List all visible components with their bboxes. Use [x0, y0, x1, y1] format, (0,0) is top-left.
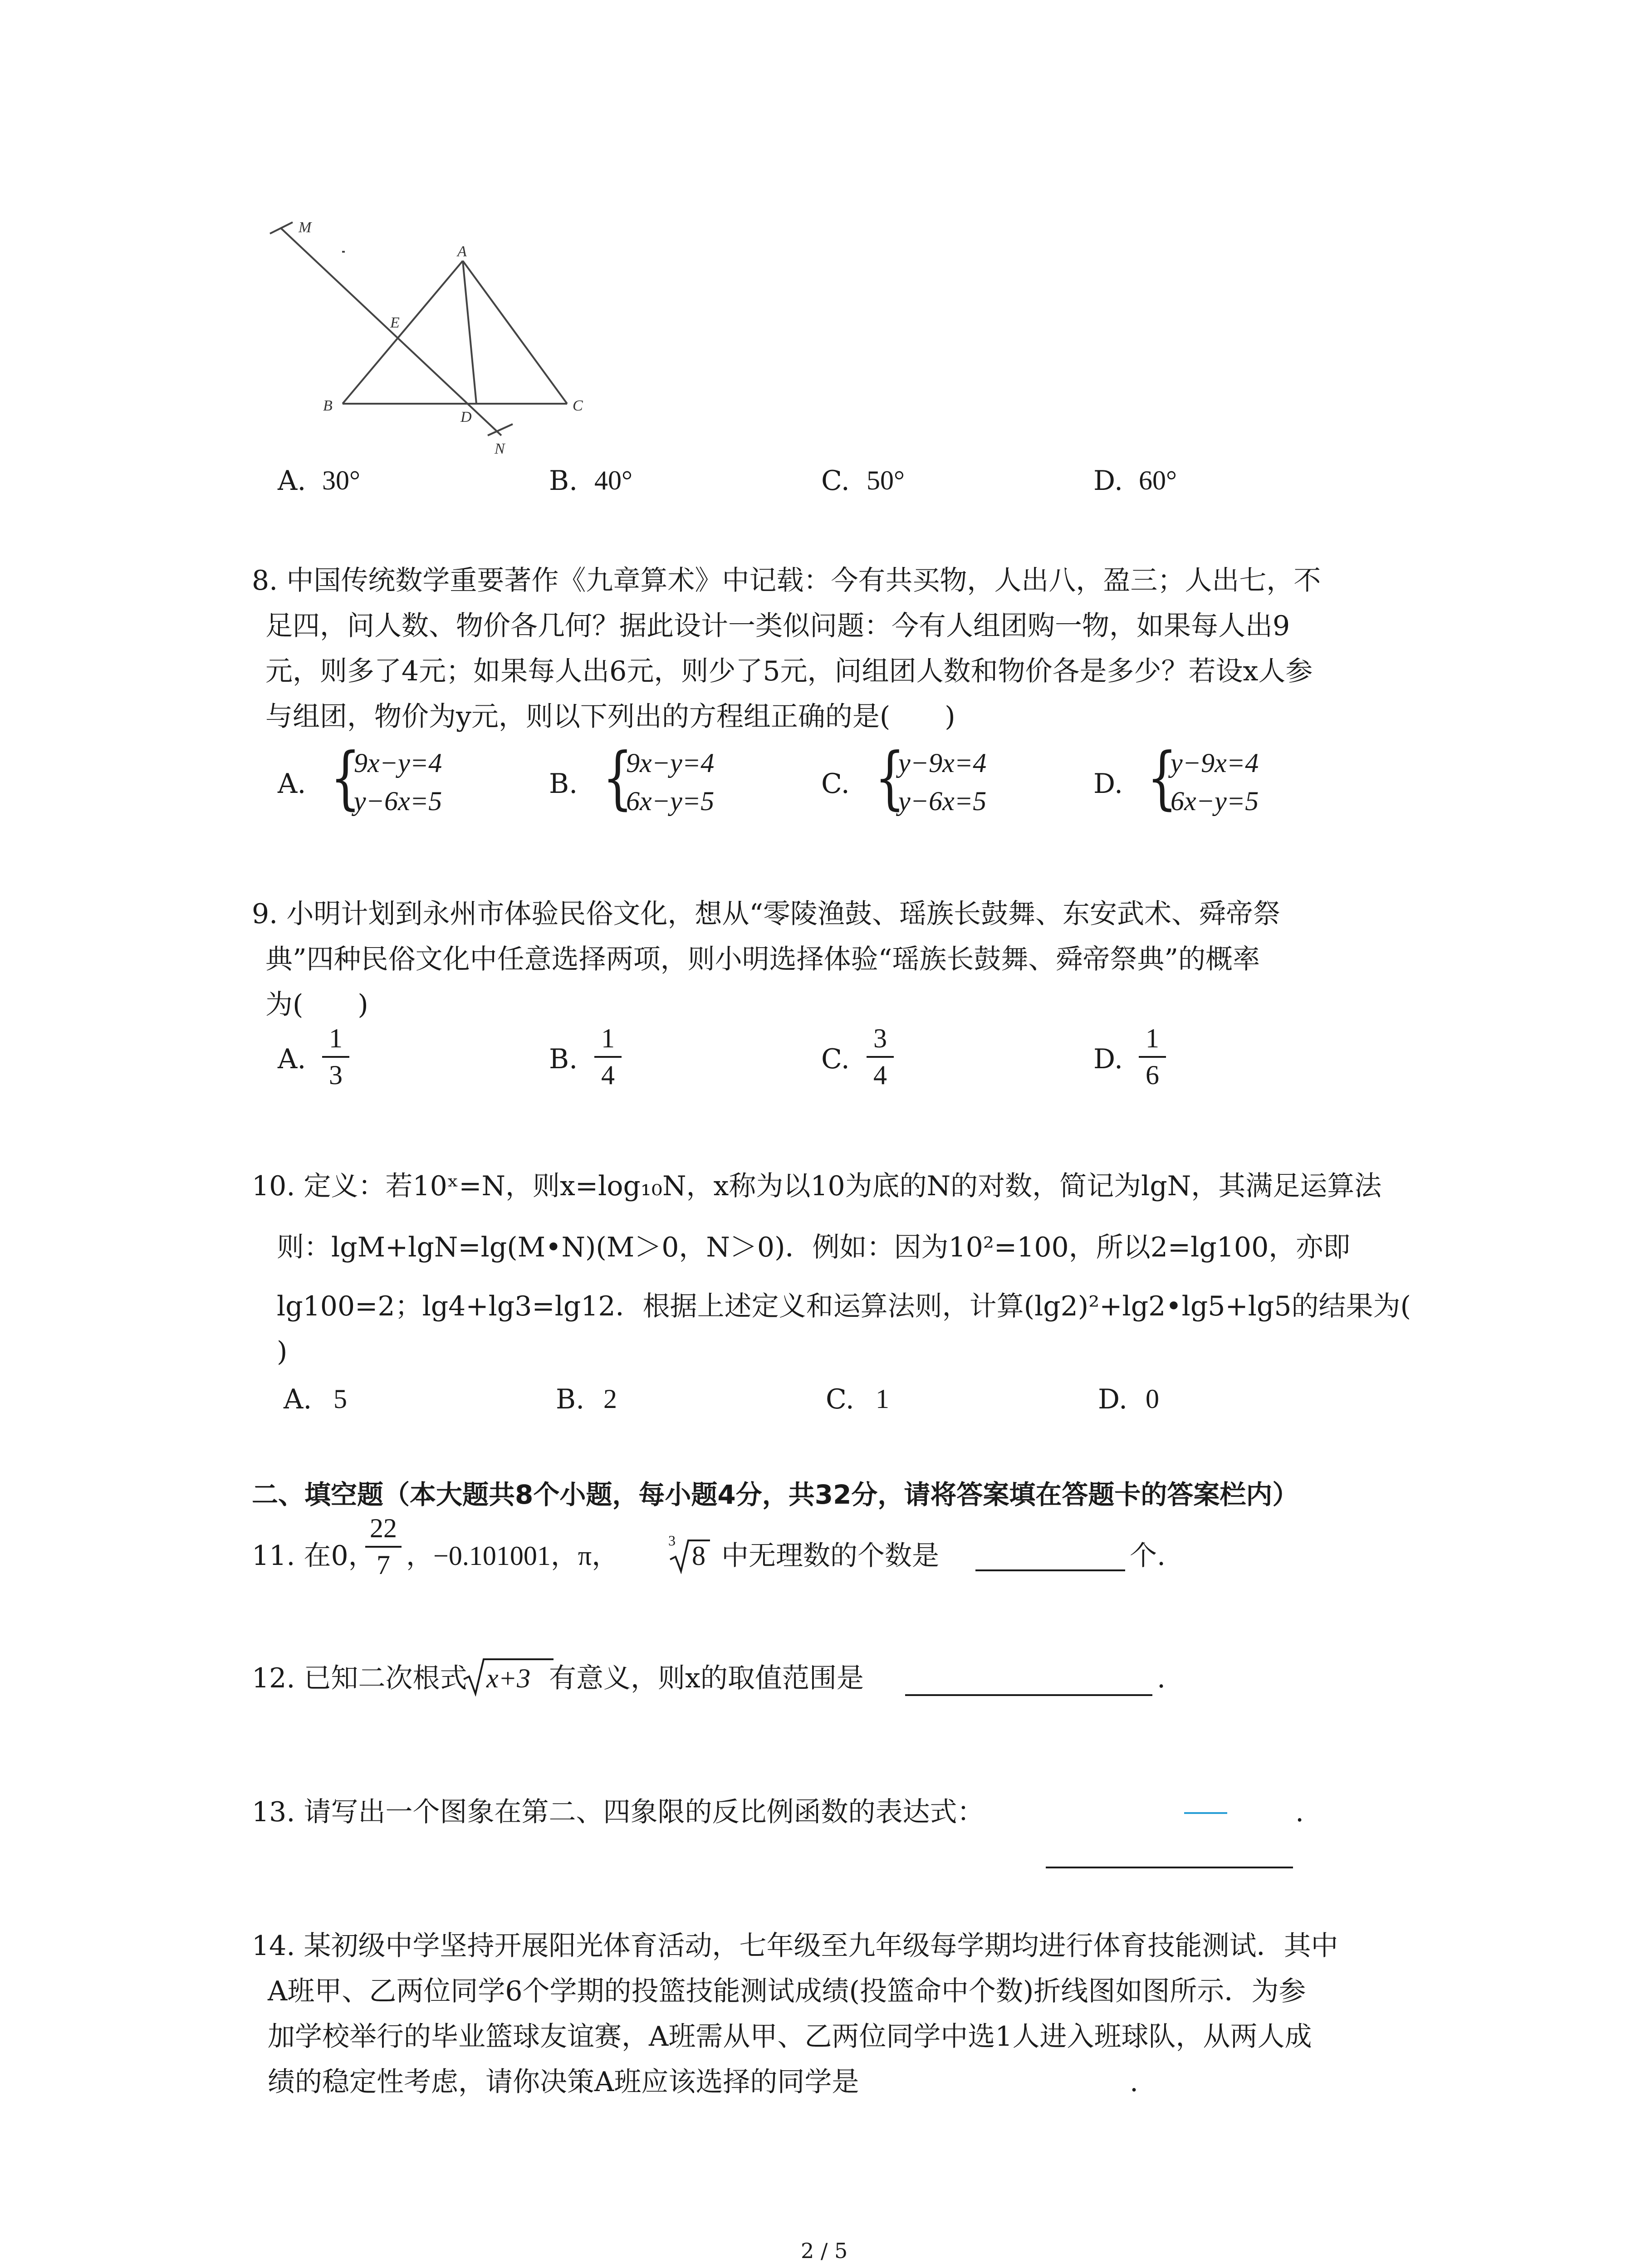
q8-option-a-letter: A.	[278, 768, 306, 800]
q11-fraction	[365, 1513, 402, 1581]
q9-line-2: 典”四种民俗文化中任意选择两项，则小明选择体验“瑶族长鼓舞、舜帝祭典”的概率	[265, 943, 1260, 975]
q8-option-a-eq2: y−6x=5	[354, 786, 442, 816]
q10-option-c-text: 1	[876, 1384, 889, 1414]
label-n: N	[495, 440, 505, 457]
q8-option-b-letter: B.	[549, 768, 578, 800]
q11-frac-num: 22	[370, 1513, 397, 1543]
q10-line-2: 则：lgM+lgN=lg(M•N)(M＞0，N＞0)．例如：因为10²=100，所以2=lg100，亦即	[277, 1232, 1351, 1263]
q10-option-b-text: 2	[603, 1384, 617, 1414]
fraction-bar	[365, 1546, 402, 1548]
q9-option-b-fraction	[594, 1023, 622, 1091]
q13-answer-blank[interactable]	[1046, 1867, 1293, 1868]
q7-option-b-letter: B.	[549, 465, 578, 497]
q12-radicand: x+3	[486, 1663, 531, 1693]
label-b: B	[323, 397, 333, 414]
q10-option-d-text: 0	[1146, 1384, 1159, 1414]
q14-line-1: 14. 某初级中学坚持开展阳光体育活动，七年级至九年级每学期均进行体育技能测试．其中	[252, 1930, 1338, 1962]
q8-option-c-eq2: y−6x=5	[898, 786, 987, 816]
q7-option-a-text: 30°	[322, 465, 360, 495]
q10-line-1: 10. 定义：若10ˣ=N，则x=log₁₀N，x称为以10为底的N的对数，简记为lgN，其满足运算法	[252, 1170, 1382, 1202]
q10-option-b-letter: B.	[556, 1383, 585, 1415]
q10-line-4: )	[277, 1336, 288, 1368]
q9-line-3: 为( )	[265, 989, 368, 1021]
q11-frac-den: 7	[377, 1550, 390, 1580]
q9-option-b-num: 1	[601, 1023, 615, 1053]
page-number: 2 / 5	[801, 2239, 848, 2263]
q14-tail: .	[1130, 2066, 1139, 2098]
q13-answer-marker	[1184, 1812, 1227, 1814]
q13-tail: .	[1295, 1796, 1304, 1828]
q8-option-c-eq1: y−9x=4	[898, 748, 987, 778]
q9-option-c-fraction	[867, 1023, 894, 1091]
q14-line-2: A班甲、乙两位同学6个学期的投篮技能测试成绩(投篮命中个数)折线图如图所示．为参	[268, 1975, 1306, 2007]
arc-mark-m	[270, 222, 293, 234]
q10-option-a-letter: A.	[284, 1383, 312, 1415]
q10-option-c-letter: C.	[826, 1383, 854, 1415]
q8-option-c-brace: {	[875, 738, 905, 817]
label-d: D	[460, 409, 472, 425]
q7-option-c-letter: C.	[821, 465, 850, 497]
fraction-bar	[322, 1056, 349, 1058]
q14-line-3: 加学校举行的毕业篮球友谊赛，A班需从甲、乙两位同学中选1人进入班球队，从两人成	[268, 2021, 1312, 2053]
fraction-bar	[594, 1056, 622, 1058]
q8-line-1: 8. 中国传统数学重要著作《九章算术》中记载：今有共买物，人出八，盈三；人出七，不	[252, 565, 1321, 596]
label-c: C	[573, 397, 583, 414]
q8-line-3: 元，则多了4元；如果每人出6元，则少了5元，问组团人数和物价各是多少？若设x人参	[265, 655, 1313, 687]
q7-option-d-text: 60°	[1139, 465, 1177, 495]
q9-option-a-letter: A.	[278, 1043, 306, 1075]
q14-line-4: 绩的稳定性考虑，请你决策A班应该选择的同学是	[268, 2066, 859, 2098]
q11-middle: ，−0.101001，π，	[406, 1541, 619, 1571]
q8-option-b-eq2: 6x−y=5	[626, 786, 715, 816]
fraction-bar	[867, 1056, 894, 1058]
q9-option-d-den: 6	[1146, 1060, 1159, 1090]
q8-option-a-system	[354, 744, 442, 820]
q9-line-1: 9. 小明计划到永州市体验民俗文化，想从“零陵渔鼓、瑶族长鼓舞、东安武术、舜帝祭	[252, 898, 1280, 930]
q9-option-c-den: 4	[873, 1060, 887, 1090]
q8-option-b-brace: {	[603, 738, 633, 817]
q10-option-d-letter: D.	[1098, 1383, 1128, 1415]
segment-ac	[463, 261, 567, 404]
q7-option-d-letter: D.	[1093, 465, 1123, 497]
q11-root-index: 3	[668, 1532, 676, 1549]
q8-option-d-eq1: y−9x=4	[1171, 748, 1259, 778]
q12-suffix: 有意义，则x的取值范围是	[549, 1662, 864, 1694]
q8-line-2: 足四，问人数、物价各几何？据此设计一类似问题：今有人组团购一物，如果每人出9	[265, 610, 1290, 642]
q8-option-c-system	[898, 744, 986, 820]
q9-option-a-num: 1	[329, 1023, 343, 1053]
q8-option-b-eq1: 9x−y=4	[626, 748, 715, 778]
q10-line-3: lg100=2；lg4+lg3=lg12．根据上述定义和运算法则，计算(lg2)²+lg2•lg5+lg5的结果为(	[277, 1290, 1411, 1322]
q12-answer-blank[interactable]	[905, 1694, 1152, 1696]
label-e: E	[390, 314, 400, 331]
q11-tail: 个.	[1130, 1540, 1166, 1572]
q12-prefix: 12. 已知二次根式	[252, 1662, 467, 1694]
q8-option-d-brace: {	[1147, 738, 1177, 817]
q8-option-d-letter: D.	[1093, 768, 1123, 800]
q8-line-4: 与组团，物价为y元，则以下列出的方程组正确的是( )	[265, 701, 955, 733]
q12-tail: .	[1157, 1662, 1166, 1694]
q8-option-d-eq2: 6x−y=5	[1171, 786, 1259, 816]
q9-option-a-fraction	[322, 1023, 349, 1091]
segment-ad	[463, 261, 476, 404]
q9-option-c-num: 3	[873, 1023, 887, 1053]
q8-option-d-system	[1171, 744, 1259, 820]
fraction-bar	[1139, 1056, 1166, 1058]
q8-option-c-letter: C.	[821, 768, 850, 800]
q9-option-c-letter: C.	[821, 1043, 850, 1075]
q11-answer-blank[interactable]	[975, 1569, 1125, 1571]
q11-suffix: 中无理数的个数是	[721, 1540, 939, 1572]
label-a: A	[457, 243, 467, 260]
label-m: M	[299, 219, 312, 236]
q9-option-d-fraction	[1139, 1023, 1166, 1091]
q8-option-b-system	[626, 744, 714, 820]
triangle-figure	[254, 209, 599, 463]
q9-option-d-letter: D.	[1093, 1043, 1123, 1075]
q9-option-a-den: 3	[329, 1060, 343, 1090]
q11-prefix: 11. 在0，	[252, 1540, 376, 1572]
q9-option-d-num: 1	[1146, 1023, 1159, 1053]
q7-option-c-text: 50°	[867, 465, 905, 495]
section-2-heading: 二、填空题（本大题共8个小题，每小题4分，共32分，请将答案填在答题卡的答案栏内）	[252, 1479, 1299, 1510]
q8-option-a-brace: {	[330, 738, 361, 817]
q13-text: 13. 请写出一个图象在第二、四象限的反比例函数的表达式：	[252, 1796, 985, 1828]
q9-option-b-den: 4	[601, 1060, 615, 1090]
q11-radicand: 8	[692, 1541, 705, 1571]
q7-option-b-text: 40°	[594, 465, 632, 495]
q8-option-a-eq1: 9x−y=4	[354, 748, 442, 778]
q9-option-b-letter: B.	[549, 1043, 578, 1075]
q7-option-a-letter: A.	[278, 465, 306, 497]
q10-option-a-text: 5	[333, 1384, 347, 1414]
